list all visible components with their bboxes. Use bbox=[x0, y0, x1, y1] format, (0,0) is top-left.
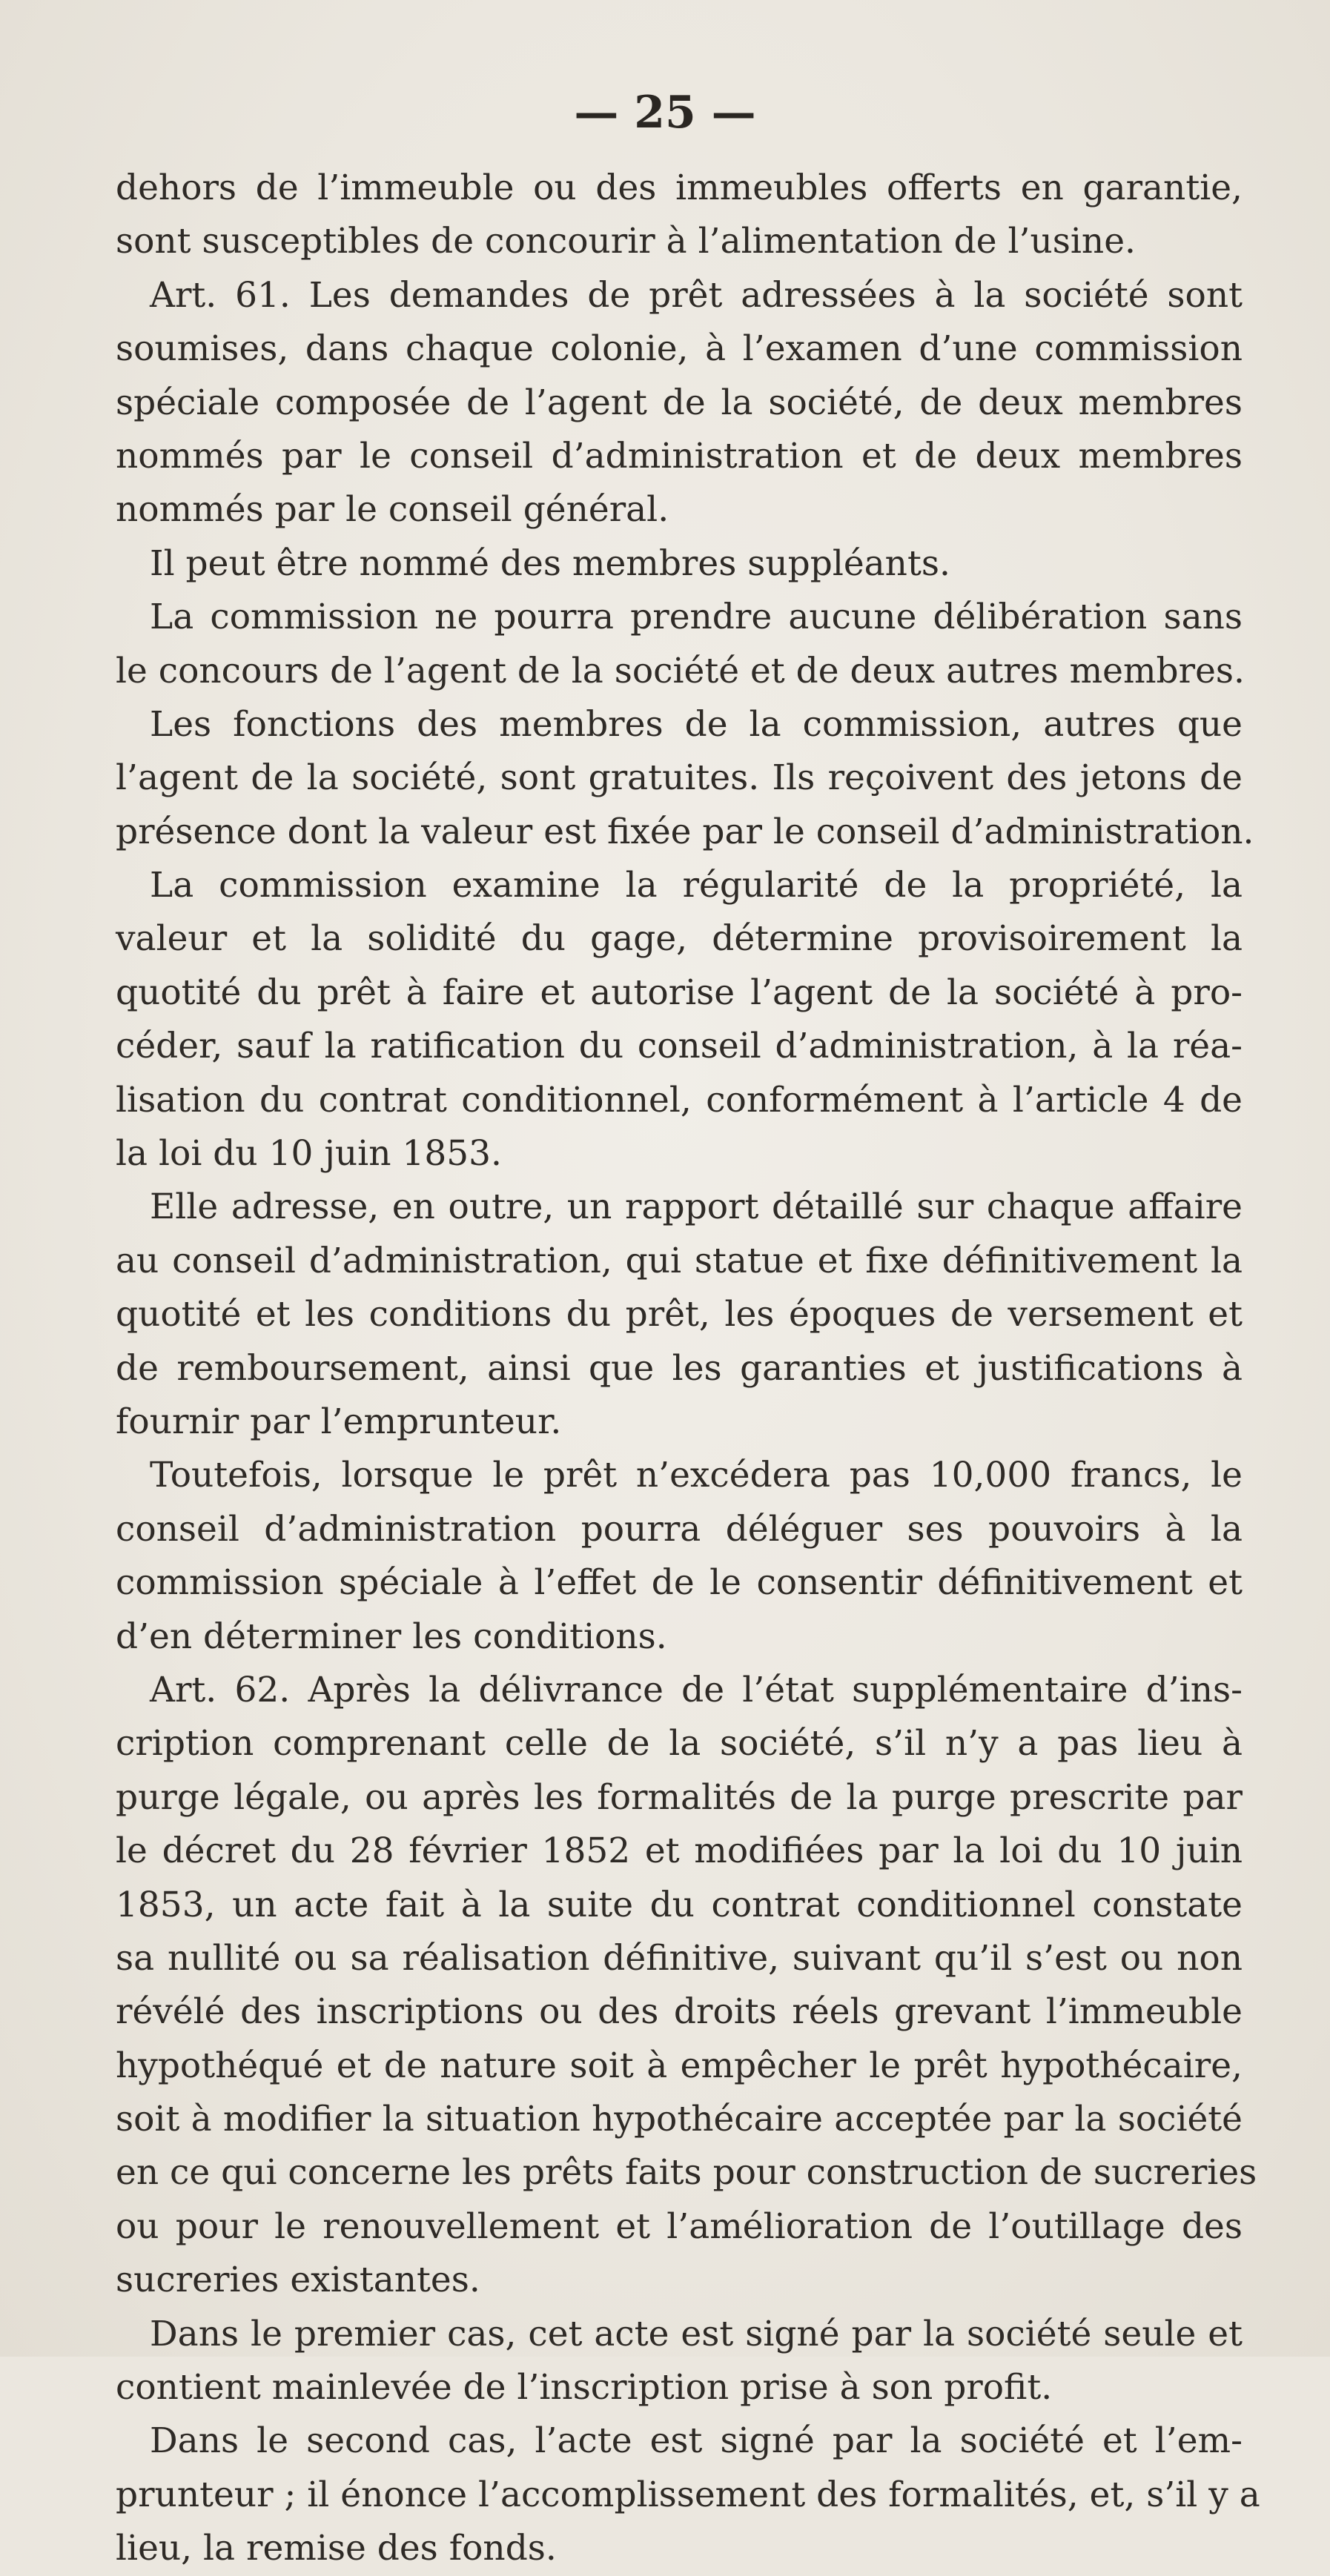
text-line: soumises, dans chaque colonie, à l’examen d’une commission bbox=[116, 328, 1243, 370]
text-line: soit à modifier la situation hypothécaire acceptée par la société bbox=[116, 2099, 1243, 2140]
text-line: commission spéciale à l’effet de le consentir définitivement et bbox=[116, 1562, 1243, 1604]
text-line: Elle adresse, en outre, un rapport détaillé sur chaque affaire bbox=[150, 1186, 1243, 1228]
page-number: — 25 — bbox=[574, 87, 756, 139]
text-line: hypothéqué et de nature soit à empêcher le prêt hypothécaire, bbox=[116, 2045, 1243, 2086]
text-line: Art. 61. Les demandes de prêt adressées à la société sont bbox=[150, 274, 1243, 316]
text-line: sont susceptibles de concourir à l’alimentation de l’usine. bbox=[116, 221, 1136, 262]
text-line: lieu, la remise des fonds. bbox=[116, 2528, 557, 2569]
text-line: fournir par l’emprunteur. bbox=[116, 1401, 562, 1442]
text-line: Dans le premier cas, cet acte est signé par la société seule et bbox=[150, 2313, 1243, 2354]
text-line: quotité du prêt à faire et autorise l’agent de la société à pro- bbox=[116, 972, 1243, 1013]
text-line: nommés par le conseil général. bbox=[116, 489, 669, 531]
text-line: d’en déterminer les conditions. bbox=[116, 1616, 667, 1657]
text-line: le concours de l’agent de la société et de deux autres membres. bbox=[116, 650, 1245, 691]
text-line: conseil d’administration pourra déléguer ses pouvoirs à la bbox=[116, 1508, 1243, 1550]
text-line: ou pour le renouvellement et l’amélioration de l’outillage des bbox=[116, 2205, 1243, 2247]
text-line: Toutefois, lorsque le prêt n’excédera pas 10,000 francs, le bbox=[150, 1455, 1243, 1496]
text-line: en ce qui concerne les prêts faits pour construction de sucreries bbox=[116, 2152, 1257, 2194]
text-line: céder, sauf la ratification du conseil d’administration, à la réa- bbox=[116, 1026, 1243, 1067]
text-line: contient mainlevée de l’inscription prise à son profit. bbox=[116, 2367, 1053, 2409]
text-line: La commission ne pourra prendre aucune délibération sans bbox=[150, 597, 1243, 638]
text-line: la loi du 10 juin 1853. bbox=[116, 1133, 502, 1175]
text-line: au conseil d’administration, qui statue et fixe définitivement la bbox=[116, 1240, 1243, 1281]
text-line: 1853, un acte fait à la suite du contrat conditionnel constate bbox=[116, 1884, 1243, 1925]
text-line: prunteur ; il énonce l’accomplissement des formalités, et, s’il y a bbox=[116, 2474, 1260, 2515]
text-line: quotité et les conditions du prêt, les époques de versement et bbox=[116, 1294, 1243, 1335]
text-line: spéciale composée de l’agent de la société, de deux membres bbox=[116, 382, 1243, 423]
text-line: lisation du contrat conditionnel, conformément à l’article 4 de bbox=[116, 1079, 1243, 1121]
text-line: dehors de l’immeuble ou des immeubles offerts en garantie, bbox=[116, 167, 1243, 208]
text-line: présence dont la valeur est fixée par le conseil d’administration. bbox=[116, 811, 1254, 852]
text-line: Il peut être nommé des membres suppléants. bbox=[150, 542, 950, 584]
text-line: Les fonctions des membres de la commission, autres que bbox=[150, 703, 1243, 745]
text-line: purge légale, ou après les formalités de la purge prescrite par bbox=[116, 1776, 1243, 1818]
text-line: Art. 62. Après la délivrance de l’état supplémentaire d’ins- bbox=[150, 1669, 1243, 1710]
text-line: nommés par le conseil d’administration et de deux membres bbox=[116, 435, 1243, 477]
text-line: le décret du 28 février 1852 et modifiées par la loi du 10 juin bbox=[116, 1830, 1243, 1872]
text-line: sa nullité ou sa réalisation définitive, suivant qu’il s’est ou non bbox=[116, 1937, 1243, 1979]
text-line: cription comprenant celle de la société, s’il n’y a pas lieu à bbox=[116, 1723, 1243, 1765]
text-line: La commission examine la régularité de la propriété, la bbox=[150, 865, 1243, 906]
text-line: sucreries existantes. bbox=[116, 2260, 480, 2301]
body-text bbox=[116, 162, 1260, 2576]
text-line: valeur et la solidité du gage, détermine provisoirement la bbox=[116, 918, 1243, 960]
text-line: l’agent de la société, sont gratuites. Ils reçoivent des jetons de bbox=[116, 757, 1243, 799]
text-line: de remboursement, ainsi que les garanties et justifications à bbox=[116, 1347, 1243, 1389]
text-line: révélé des inscriptions ou des droits réels grevant l’immeuble bbox=[116, 1991, 1243, 2033]
text-line: Dans le second cas, l’acte est signé par la société et l’em- bbox=[150, 2420, 1243, 2462]
